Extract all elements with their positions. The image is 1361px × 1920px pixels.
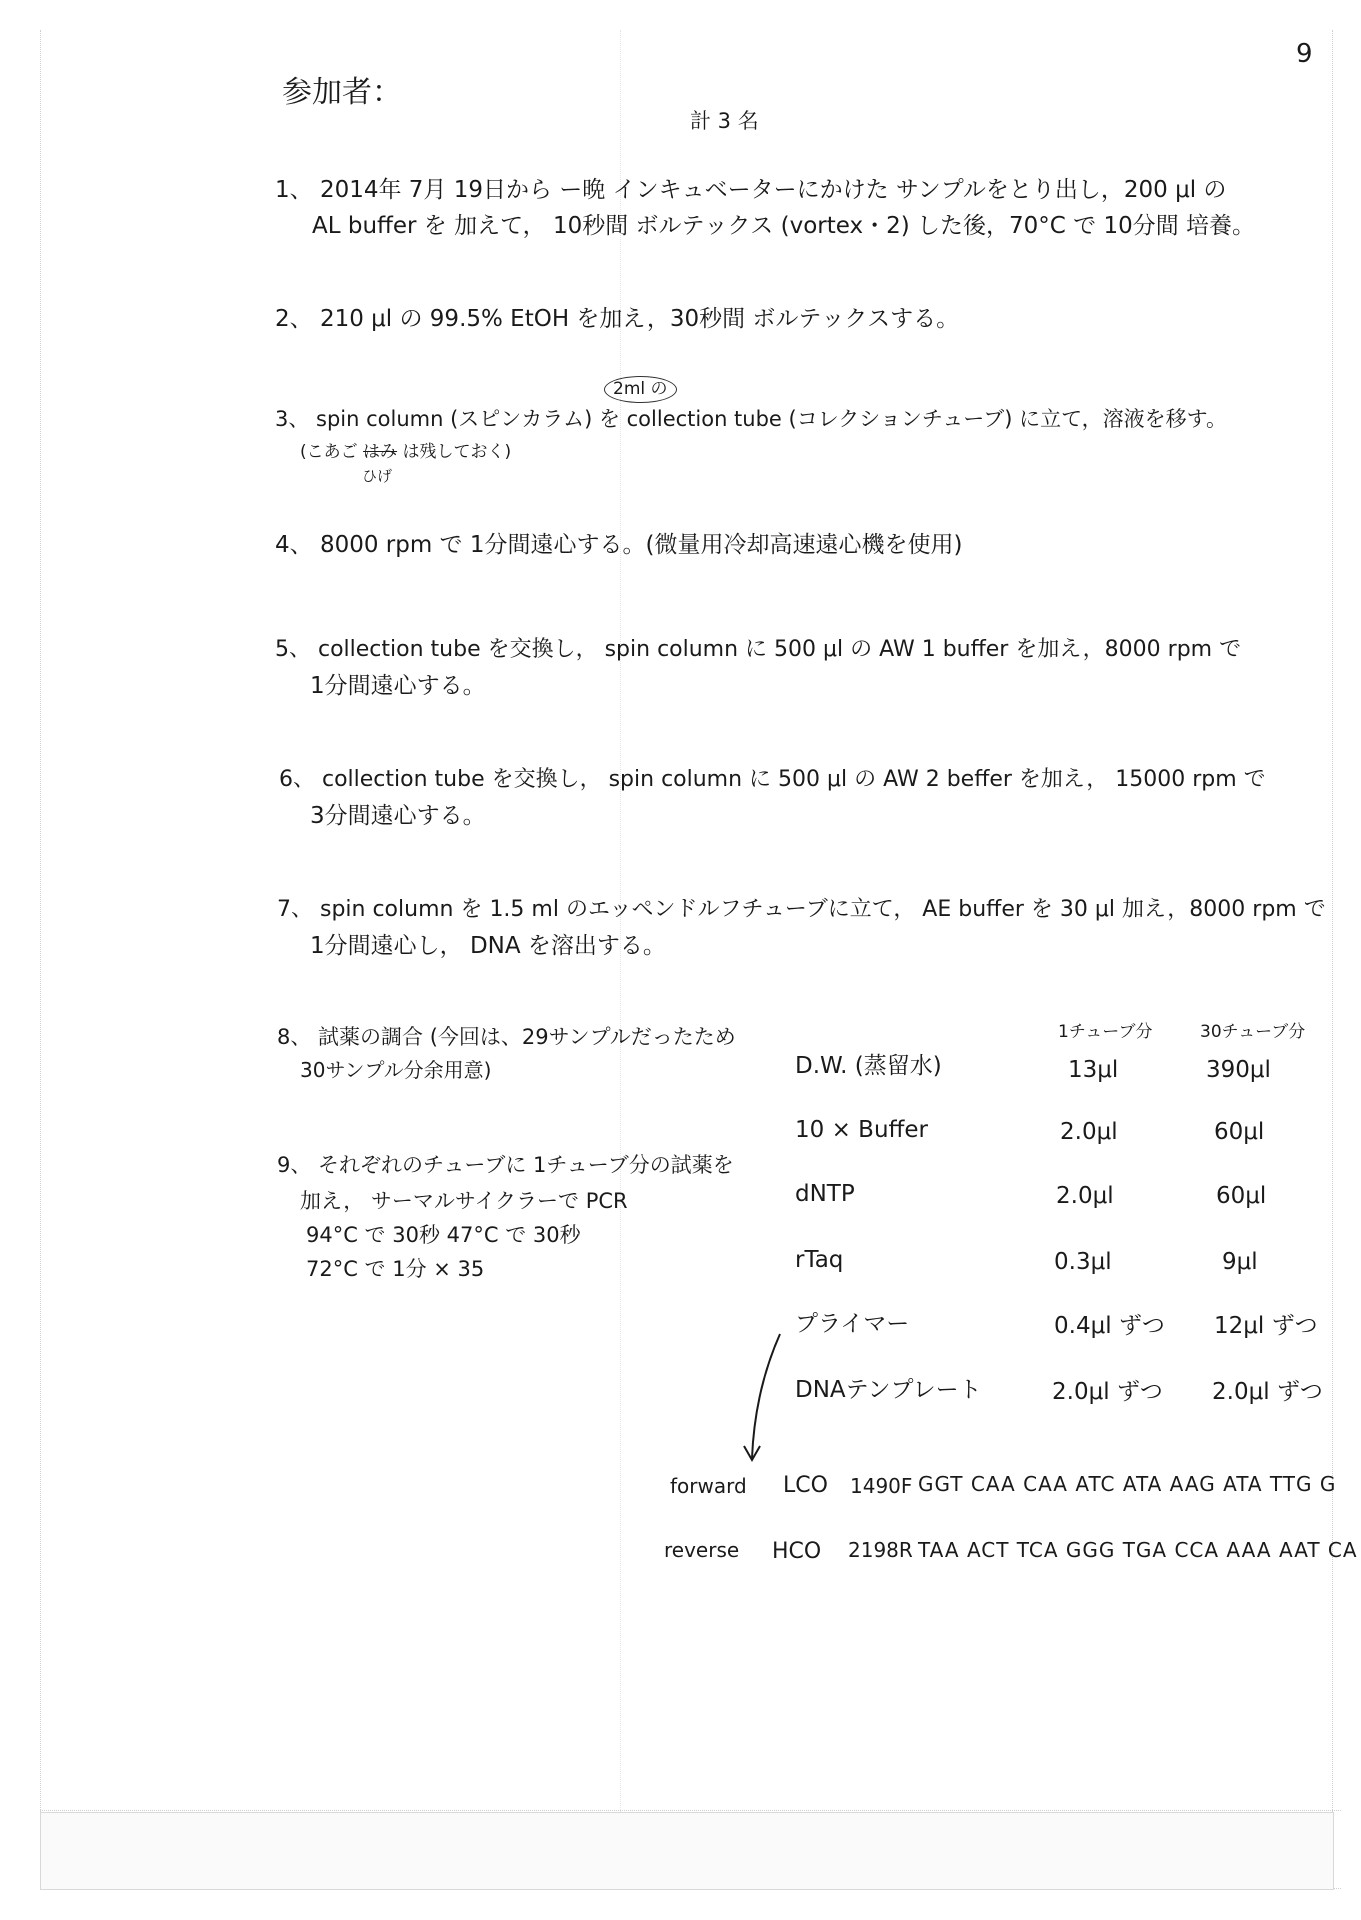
participants-label: 参加者： bbox=[282, 75, 402, 110]
col-header-one-tube: 1チューブ分 bbox=[1058, 1022, 1153, 1042]
step-8-line-1: 8、 試薬の調合 (今回は、29サンプルだったため bbox=[277, 1025, 736, 1049]
step-4: 4、 8000 rpm で 1分間遠心する。(微量用冷却高速遠心機を使用) bbox=[275, 532, 963, 558]
participants-total: 計 3 名 bbox=[690, 109, 759, 133]
reagent-thirty-tubes: 60μl bbox=[1216, 1183, 1267, 1209]
step-3-note bbox=[300, 442, 511, 463]
step-8-line-2: 30サンプル分余用意) bbox=[300, 1058, 492, 1082]
reagent-thirty-tubes: 2.0μl ずつ bbox=[1212, 1379, 1323, 1405]
step-1-cont bbox=[312, 212, 1255, 241]
reagent-name: D.W. (蒸留水) bbox=[795, 1053, 942, 1079]
reagent-name: 10 × Buffer bbox=[795, 1117, 928, 1143]
reagent-thirty-tubes: 60μl bbox=[1214, 1119, 1265, 1145]
step-3-annotation: 2ml の bbox=[604, 376, 677, 403]
primer-id: 1490F bbox=[850, 1474, 913, 1498]
footer-form-area bbox=[40, 1812, 1334, 1890]
step-3-note-correction: ひげ bbox=[362, 467, 393, 485]
page-rule bbox=[40, 30, 41, 1860]
step-3-note-struck: はみ bbox=[363, 442, 398, 462]
reagent-thirty-tubes: 9μl bbox=[1222, 1249, 1258, 1275]
arrow-down-icon bbox=[740, 1330, 790, 1470]
primer-direction: forward bbox=[670, 1474, 747, 1498]
step-6-line-1: 6、 collection tube を交換し， spin column に 500 μl の AW 2 beffer を加え， 15000 rpm で bbox=[279, 767, 1266, 792]
step-9-line-1: 9、 それぞれのチューブに 1チューブ分の試薬を bbox=[277, 1153, 734, 1177]
step-2: 2、 210 μl の 99.5% EtOH を加え，30秒間 ボルテックスする。 bbox=[275, 306, 960, 332]
primer-code: HCO bbox=[772, 1539, 822, 1564]
step-6-line-2: 3分間遠心する。 bbox=[310, 803, 486, 829]
reagent-one-tube: 2.0μl bbox=[1060, 1119, 1118, 1145]
reagent-one-tube: 2.0μl bbox=[1056, 1183, 1114, 1209]
reagent-one-tube: 0.4μl ずつ bbox=[1054, 1313, 1165, 1339]
step-5-line-2: 1分間遠心する。 bbox=[310, 673, 486, 699]
reagent-name: dNTP bbox=[795, 1181, 855, 1207]
reagent-name: rTaq bbox=[795, 1247, 844, 1273]
step-1-line-1: 1、 2014年 7月 19日から ー晩 インキュベーターにかけた サンプルをとり出し，200 μl の bbox=[275, 177, 1227, 203]
reagent-one-tube: 2.0μl ずつ bbox=[1052, 1379, 1163, 1405]
step-3-note-prefix: (こあご bbox=[300, 442, 358, 462]
step-9-line-2: 加え， サーマルサイクラーで PCR bbox=[300, 1189, 628, 1213]
reagent-one-tube: 0.3μl bbox=[1054, 1249, 1112, 1275]
step-9-line-4: 72°C で 1分 × 35 bbox=[306, 1257, 485, 1281]
step-5-line-1: 5、 collection tube を交換し， spin column に 500 μl の AW 1 buffer を加え，8000 rpm で bbox=[275, 637, 1242, 662]
step-1 bbox=[275, 176, 1226, 205]
reagent-name: プライマー bbox=[795, 1311, 910, 1337]
primer-code: LCO bbox=[783, 1473, 828, 1498]
reagent-thirty-tubes: 390μl bbox=[1206, 1057, 1271, 1083]
step-3-note-suffix: は残しておく) bbox=[402, 442, 512, 462]
step-3: 3、 spin column (スピンカラム) を collection tube (コレクションチューブ) に立て，溶液を移す。 bbox=[275, 407, 1227, 431]
primer-sequence: GGT CAA CAA ATC ATA AAG ATA TTG G bbox=[918, 1472, 1337, 1496]
primer-id: 2198R bbox=[848, 1538, 913, 1562]
reagent-one-tube: 13μl bbox=[1068, 1057, 1119, 1083]
primer-sequence: TAA ACT TCA GGG TGA CCA AAA AAT CA bbox=[918, 1538, 1358, 1562]
page-rule bbox=[40, 1810, 1341, 1811]
reagent-thirty-tubes: 12μl ずつ bbox=[1214, 1313, 1318, 1339]
primer-direction: reverse bbox=[664, 1538, 740, 1562]
reagent-name: DNAテンプレート bbox=[795, 1377, 982, 1403]
col-header-thirty-tubes: 30チューブ分 bbox=[1200, 1022, 1306, 1042]
page-number: 9 bbox=[1296, 39, 1313, 69]
step-1-line-2: AL buffer を 加えて， 10秒間 ボルテックス (vortex・2) した後，70°C で 10分間 培養。 bbox=[312, 213, 1256, 239]
step-7-line-1: 7、 spin column を 1.5 ml のエッペンドルフチューブに立て， AE buffer を 30 μl 加え，8000 rpm で bbox=[277, 897, 1326, 922]
step-9-line-3: 94°C で 30秒 47°C で 30秒 bbox=[306, 1223, 581, 1247]
step-7-line-2: 1分間遠心し， DNA を溶出する。 bbox=[310, 933, 666, 959]
page-rule bbox=[1332, 30, 1333, 1860]
